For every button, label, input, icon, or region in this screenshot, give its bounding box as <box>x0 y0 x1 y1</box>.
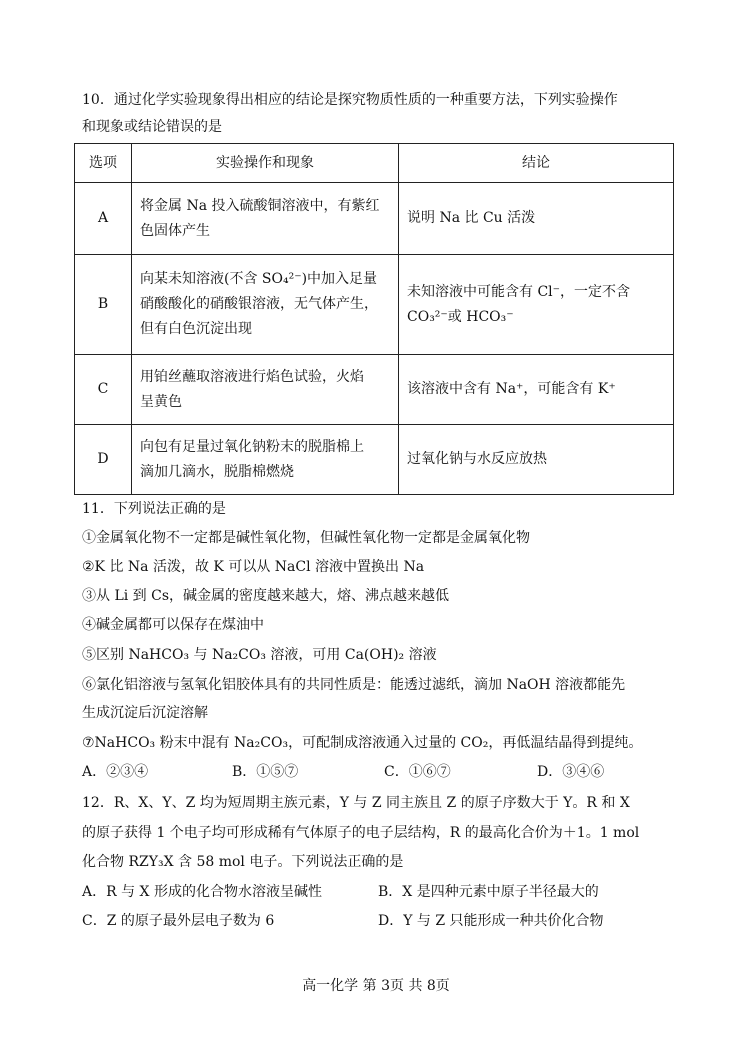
row-conclusion <box>399 183 674 255</box>
q11-statement-7: ⑦NaHCO₃ 粉末中混有 Na₂CO₃，可配制成溶液通入过量的 CO₂，再低温结晶得到提纯。 <box>82 735 643 751</box>
header-conclusion: 结论 <box>399 144 674 183</box>
op-line: 呈黄色 <box>140 393 182 410</box>
q10-stem-line1: 10．通过化学实验现象得出相应的结论是探究物质性质的一种重要方法，下列实验操作 <box>82 92 618 108</box>
table-row <box>75 355 674 425</box>
row-operation <box>132 183 399 255</box>
op-line: 硝酸酸化的硝酸银溶液，无气体产生， <box>140 296 378 312</box>
table-row <box>75 425 674 495</box>
row-operation <box>132 425 399 495</box>
row-label: C <box>75 355 132 425</box>
op-line: 向某未知溶液(不含 SO₄²⁻)中加入足量 <box>140 271 378 287</box>
table-row <box>75 255 674 355</box>
table-row <box>75 183 674 255</box>
q12-option-a: A．R 与 X 形成的化合物水溶液呈碱性 <box>82 884 322 900</box>
op-line: 向包有足量过氧化钠粉末的脱脂棉上 <box>140 438 364 455</box>
q12-options-row2 <box>82 911 682 931</box>
q12-option-d: D．Y 与 Z 只能形成一种共价化合物 <box>378 913 604 929</box>
q10-table <box>74 143 674 495</box>
q11-statement-6: ⑥氯化铝溶液与氢氧化铝胶体具有的共同性质是：能透过滤纸，滴加 NaOH 溶液都能先 <box>82 677 626 693</box>
concl-line: 过氧化钠与水反应放热 <box>407 451 547 467</box>
op-line: 用铂丝蘸取溶液进行焰色试验，火焰 <box>140 368 364 385</box>
q11-statement-6-cont: 生成沉淀后沉淀溶解 <box>82 705 208 721</box>
op-line: 色固体产生 <box>140 222 210 239</box>
q11-option-b: B．①⑤⑦ <box>232 764 299 780</box>
q11-statement-1: ①金属氧化物不一定都是碱性氧化物，但碱性氧化物一定都是金属氧化物 <box>82 530 530 546</box>
header-operation: 实验操作和现象 <box>132 144 399 183</box>
q11-statement-3: ③从 Li 到 Cs，碱金属的密度越来越大，熔、沸点越来越低 <box>82 588 450 604</box>
concl-line: 该溶液中含有 Na⁺，可能含有 K⁺ <box>407 381 616 397</box>
q11-option-d: D．③④⑥ <box>537 764 605 780</box>
row-label: D <box>75 425 132 495</box>
q11-statement-4: ④碱金属都可以保存在煤油中 <box>82 617 264 633</box>
q12-stem-line2: 的原子获得 1 个电子均可形成稀有气体原子的电子层结构，R 的最高化合价为＋1。1 mol <box>82 825 640 841</box>
op-line: 但有白色沉淀出现 <box>140 321 252 337</box>
op-line: 将金属 Na 投入硫酸铜溶液中，有紫红 <box>140 197 380 214</box>
table-header-row <box>75 144 674 183</box>
row-conclusion <box>399 355 674 425</box>
concl-line: CO₃²⁻或 HCO₃⁻ <box>407 308 514 325</box>
q11-statement-2: ②K 比 Na 活泼，故 K 可以从 NaCl 溶液中置换出 Na <box>82 559 425 575</box>
row-label: B <box>75 255 132 355</box>
row-operation <box>132 355 399 425</box>
q11-option-a: A．②③④ <box>82 764 149 780</box>
q12-options-row1 <box>82 882 682 902</box>
q12-stem-line3: 化合物 RZY₃X 含 58 mol 电子。下列说法正确的是 <box>82 854 404 870</box>
q11-options <box>82 762 682 782</box>
page-footer: 高一化学 第 3页 共 8页 <box>302 978 450 994</box>
header-option: 选项 <box>75 144 132 183</box>
row-operation <box>132 255 399 355</box>
row-label: A <box>75 183 132 255</box>
q10-stem-line2: 和现象或结论错误的是 <box>82 119 222 135</box>
op-line: 滴加几滴水，脱脂棉燃烧 <box>140 463 294 480</box>
q12-option-b: B．X 是四种元素中原子半径最大的 <box>378 884 599 900</box>
row-conclusion <box>399 255 674 355</box>
q12-stem-line1: 12．R、X、Y、Z 均为短周期主族元素，Y 与 Z 同主族且 Z 的原子序数大于 Y。R 和 X <box>82 795 630 811</box>
q11-option-c: C．①⑥⑦ <box>384 764 451 780</box>
row-conclusion <box>399 425 674 495</box>
concl-line: 未知溶液中可能含有 Cl⁻，一定不含 <box>407 283 631 300</box>
q11-stem: 11．下列说法正确的是 <box>82 501 226 517</box>
concl-line: 说明 Na 比 Cu 活泼 <box>407 210 536 226</box>
q12-option-c: C．Z 的原子最外层电子数为 6 <box>82 913 275 929</box>
q11-statement-5: ⑤区别 NaHCO₃ 与 Na₂CO₃ 溶液，可用 Ca(OH)₂ 溶液 <box>82 647 437 663</box>
